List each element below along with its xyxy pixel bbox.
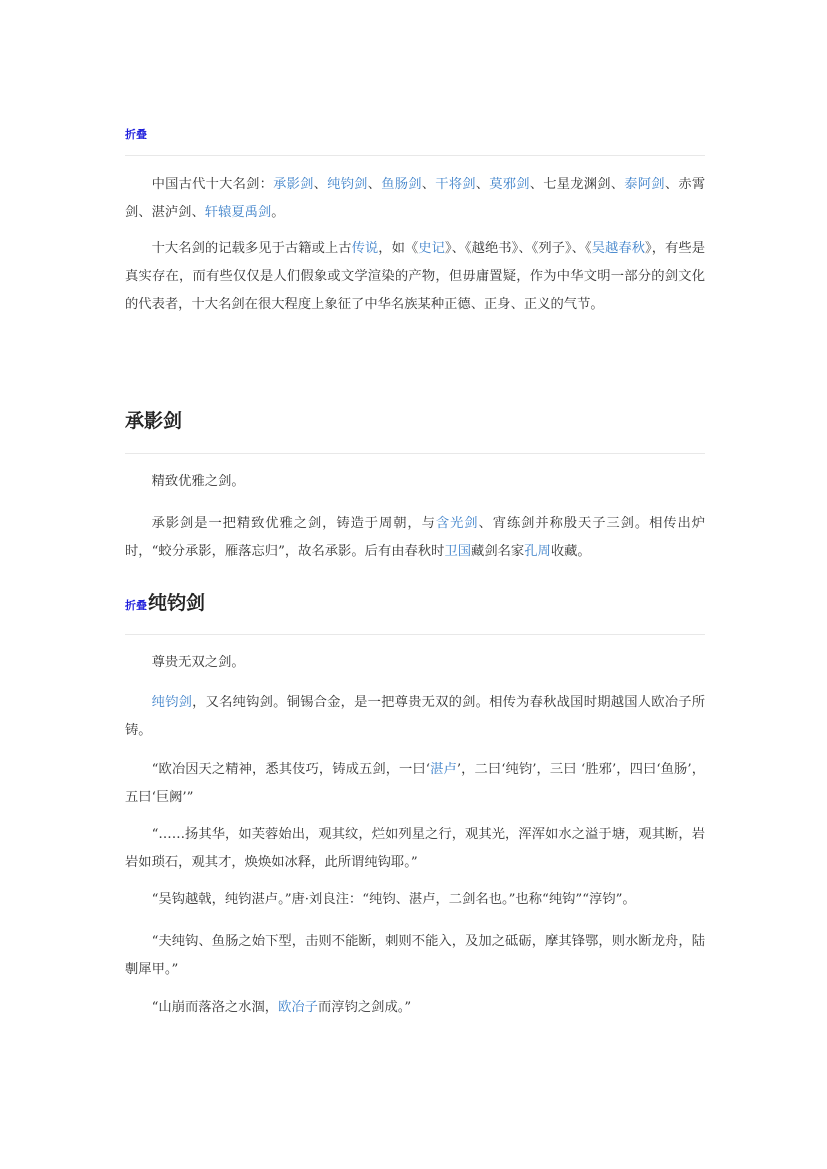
divider: [125, 155, 705, 156]
section-heading-chunjun: [125, 590, 205, 619]
link-xuanyuan-xiayu-sword[interactable]: 轩辕夏禹剑: [204, 205, 272, 220]
link-ganjiang-sword[interactable]: 干将剑: [435, 177, 476, 192]
link-taie-sword[interactable]: 泰阿剑: [624, 177, 665, 192]
text-run: ’，二曰‘纯钧’，三曰 ‘胜邪’，四曰‘鱼肠’， 五曰‘巨阙’”: [125, 762, 705, 805]
text-run: 、: [421, 177, 436, 192]
link-legend[interactable]: 传说: [351, 241, 379, 256]
divider: [125, 453, 705, 454]
link-wuyue-chunqiu[interactable]: 吴越春秋: [591, 241, 646, 256]
text-run: 、: [475, 177, 490, 192]
chengying-paragraph-2: [125, 510, 705, 566]
intro-paragraph-1: [125, 171, 705, 227]
text-run: ，如《: [378, 241, 419, 256]
text-run: 、宵练剑并称殷天子三剑。相传出炉时，“蛟分承影，雁落忘归”，故名承影。后有由春秋时: [125, 516, 706, 559]
link-chunjun-sword[interactable]: 纯钧剑: [151, 695, 193, 710]
link-moye-sword[interactable]: 莫邪剑: [489, 177, 530, 192]
text-run: 承影剑是一把精致优雅之剑，铸造于周朝，与: [151, 516, 436, 531]
section-title-text: 纯钧剑: [148, 592, 206, 614]
chunjun-paragraph-5: “吴钩越戟，纯钧湛卢。”唐·刘良注：“纯钧、湛卢，二剑名也。”也称“纯钩”“淳钧”。: [151, 892, 636, 907]
link-weiguo[interactable]: 卫国: [444, 544, 472, 559]
text-run: 十大名剑的记载多见于古籍或上古: [151, 241, 352, 256]
text-run: 而淳钧之剑成。”: [317, 1000, 412, 1015]
link-yuchang-sword[interactable]: 鱼肠剑: [381, 177, 422, 192]
text-run: 、赤霄剑、湛泸剑、: [125, 177, 706, 220]
chunjun-paragraph-4: “……扬其华，如芙蓉始出，观其纹，烂如列星之行，观其光，浑浑如水之溢于塘，观其断，岩岩如琐石，观其才，焕焕如冰释，此所谓纯钩耶。”: [125, 827, 705, 870]
text-run: 中国古代十大名剑：: [151, 177, 274, 192]
text-run: 收藏。: [550, 544, 591, 559]
divider: [125, 634, 705, 635]
text-run: 》、《越绝书》、《列子》、《: [444, 241, 592, 256]
text-run: 》，有些是真实存在，而有些仅仅是人们假象或文学渲染的产物，但毋庸置疑，作为中华文明一部分的剑文化的代表者，十大名剑在很大程度上象征了中华名族某种正德、正身、正义的气节。: [125, 241, 706, 312]
text-run: 、: [367, 177, 382, 192]
text-run: ，又名纯钩剑。铜锡合金，是一把尊贵无双的剑。相传为春秋战国时期越国人欧冶子所铸。: [125, 695, 706, 738]
chengying-paragraph-1: 精致优雅之剑。: [151, 474, 245, 489]
text-run: “山崩而落洛之水涸，: [151, 1000, 279, 1015]
link-chengying-sword[interactable]: 承影剑: [273, 177, 314, 192]
link-kongzhou[interactable]: 孔周: [524, 544, 551, 559]
text-run: 。: [271, 205, 285, 220]
text-run: 藏剑名家: [471, 544, 525, 559]
text-run: 、七星龙渊剑、: [529, 177, 625, 192]
link-chunjun-sword[interactable]: 纯钧剑: [327, 177, 368, 192]
intro-paragraph-2: [125, 235, 705, 319]
text-run: “欧冶因天之精神，悉其伎巧，铸成五剑，一曰‘: [151, 762, 431, 777]
chunjun-paragraph-1: 尊贵无双之剑。: [151, 655, 245, 670]
link-hanguang-sword[interactable]: 含光剑: [435, 516, 479, 531]
collapse-toggle-link[interactable]: 折叠: [125, 599, 147, 612]
collapse-toggle-link[interactable]: 折叠: [125, 128, 147, 141]
link-zhanlu[interactable]: 湛卢: [430, 762, 457, 777]
link-ouyezi[interactable]: 欧冶子: [278, 1000, 318, 1015]
text-run: 、: [313, 177, 328, 192]
link-shiji[interactable]: 史记: [418, 241, 445, 256]
section-heading-chengying: 承影剑: [125, 410, 183, 432]
chunjun-paragraph-6: “夫纯钩、鱼肠之始下型，击则不能断，刺则不能入，及加之砥砺，摩其锋鄂，则水断龙舟，陆剸犀甲。”: [125, 934, 705, 977]
chunjun-paragraph-3: [125, 756, 705, 812]
chunjun-paragraph-7: [125, 994, 705, 1022]
chunjun-paragraph-2: [125, 689, 705, 745]
